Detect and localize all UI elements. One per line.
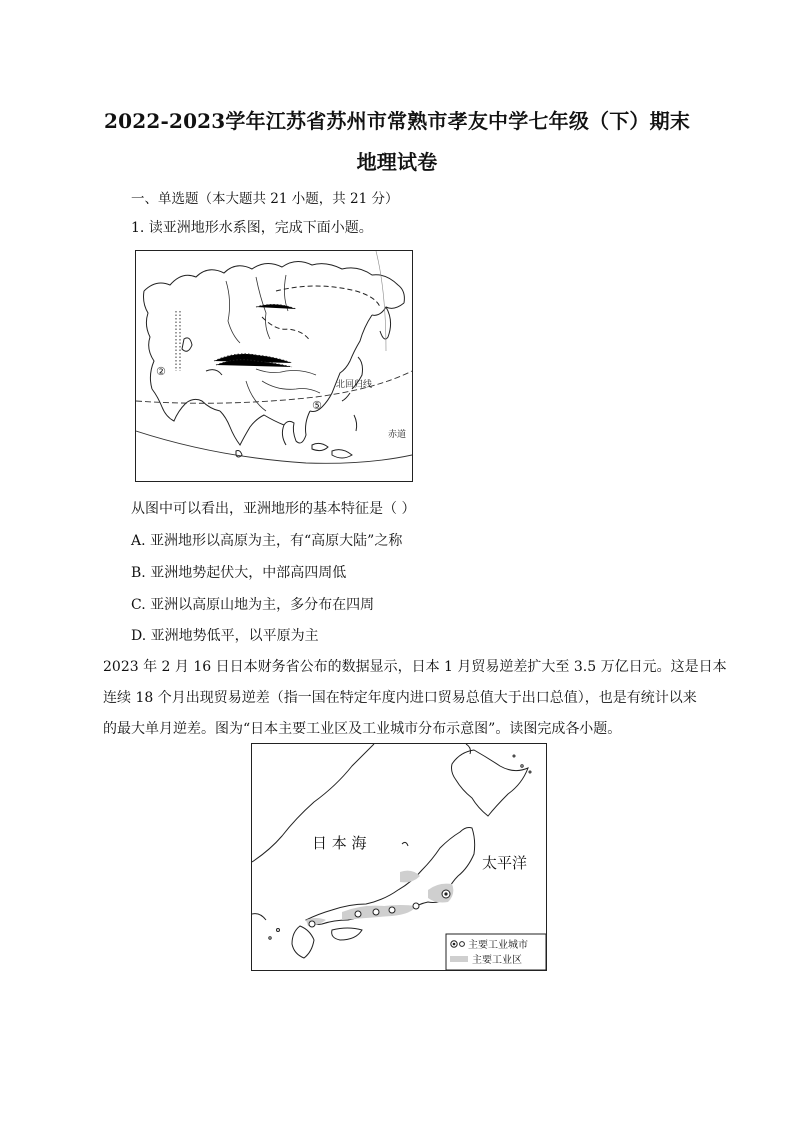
legend-city-label: 主要工业城市 [468,940,528,951]
asia-map-drawing [136,251,412,481]
pacific-ocean-label: 太平洋 [482,854,528,872]
option-a[interactable]: A. 亚洲地形以高原为主，有“高原大陆”之称 [131,533,403,549]
passage-line-3: 的最大单月逆差。图为“日本主要工业区及工业城市分布示意图”。读图完成各小题。 [103,721,622,737]
legend-zone-label: 主要工业区 [472,955,522,966]
sea-of-japan-label: 日 本 海 [312,834,367,852]
option-d[interactable]: D. 亚洲地势低平，以平原为主 [131,628,319,644]
marker-5-label: ⑤ [312,399,322,412]
passage-line-2: 连续 18 个月出现贸易逆差（指一国在特定年度内进口贸易总值大于出口总值），也是有统计以来 [103,690,697,706]
legend-zone-icon [450,956,468,962]
asia-terrain-map [135,250,413,482]
exam-title-line1: 2022-2023学年江苏省苏州市常熟市孝友中学七年级（下）期末 [103,109,691,133]
equator-label: 赤道 [388,430,407,440]
japan-map-drawing [252,744,546,970]
tropic-label: 北回归线 [336,380,373,390]
marker-2-label: ② [156,365,166,378]
question-1-prompt: 1. 读亚洲地形水系图，完成下面小题。 [131,220,373,236]
passage-line-1: 2023 年 2 月 16 日日本财务省公布的数据显示，日本 1 月贸易逆差扩大至 3.5 万亿日元。这是日本 [103,659,727,675]
section-header: 一、单选题（本大题共 21 小题，共 21 分） [131,191,399,207]
question-1-stem: 从图中可以看出，亚洲地形的基本特征是（ ） [131,501,416,517]
exam-title-line2: 地理试卷 [356,150,438,174]
japan-industrial-map [251,743,547,971]
option-b[interactable]: B. 亚洲地势起伏大，中部高四周低 [131,565,347,581]
option-c[interactable]: C. 亚洲以高原山地为主，多分布在四周 [131,597,375,613]
